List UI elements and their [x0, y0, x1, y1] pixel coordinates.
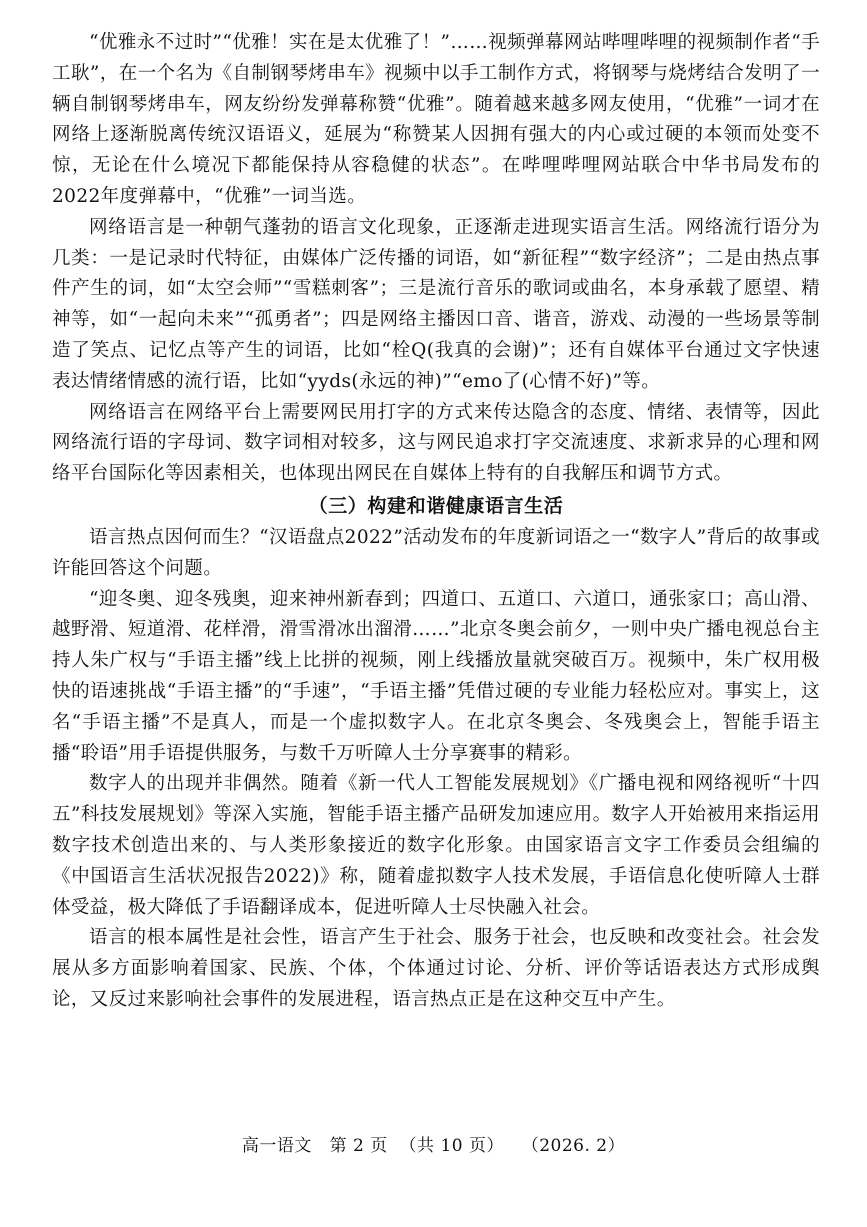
paragraph-digital-human: 数字人的出现并非偶然。随着《新一代人工智能发展规划》《广播电视和网络视听“十四五”科技发展规划》等深入实施，智能手语主播产品研发加速应用。数字人开始被用来指运用数字技术创造出来的、与人类形象接近的数字化形象。由国家语言文字工作委员会组编的《中国语言生活状况报告2022)》称，随着虚拟数字人技术发展，手语信息化使听障人士群体受益，极大降低了手语翻译成本，促进听障人士尽快融入社会。 [52, 773, 820, 918]
paragraph-network-language-features: 网络语言在网络平台上需要网民用打字的方式来传达隐含的态度、情绪、表情等，因此网络流行语的字母词、数字词相对较多，这与网民追求打字交流速度、求新求异的心理和网络平台国际化等因素相关，也体现出网民在自媒体上特有的自我解压和调节方式。 [52, 401, 820, 485]
paragraph-network-language-types: 网络语言是一种朝气蓬勃的语言文化现象，正逐渐走进现实语言生活。网络流行语分为几类：一是记录时代特征，由媒体广泛传播的词语，如“新征程”“数字经济”；二是由热点事件产生的词，如“太空会师”“雪糕刺客”；三是流行音乐的歌词或曲名，本身承载了愿望、精神等，如“一起向未来”“孤勇者”；四是网络主播因口音、谐音，游戏、动漫的一些场景等制造了笑点、记忆点等产生的词语，比如“栓Q(我真的会谢)”；还有自媒体平台通过文字快速表达情绪情感的流行语，比如“yyds(永远的神)”“emo了(心情不好)”等。 [52, 216, 820, 392]
paragraph-youya: “优雅永不过时”“优雅！实在是太优雅了！”……视频弹幕网站哔哩哔哩的视频制作者“手工耿”，在一个名为《自制钢琴烤串车》视频中以手工制作方式，将钢琴与烧烤结合发明了一辆自制钢琴烤串车，网友纷纷发弹幕称赞“优雅”。随着越来越多网友使用，“优雅”一词才在网络上逐渐脱离传统汉语语义，延展为“称赞某人因拥有强大的内心或过硬的本领而处变不惊，无论在什么境况下都能保持从容稳健的状态”。在哔哩哔哩网站联合中华书局发布的2022年度弹幕中，“优雅”一词当选。 [52, 32, 820, 207]
page-footer [0, 1131, 867, 1156]
paragraph-sign-language-anchor: “迎冬奥、迎冬残奥，迎来神州新春到；四道口、五道口、六道口，通张家口；高山滑、越野滑、短道滑、花样滑，滑雪滑冰出溜滑……”北京冬奥会前夕，一则中央广播电视总台主持人朱广权与“手语主播”线上比拼的视频，刚上线播放量就突破百万。视频中，朱广权用极快的语速挑战“手语主播”的“手速”，“手语主播”凭借过硬的专业能力轻松应对。事实上，这名“手语主播”不是真人，而是一个虚拟数字人。在北京冬奥会、冬残奥会上，智能手语主播“聆语”用手语提供服务，与数千万听障人士分享赛事的精彩。 [52, 588, 820, 764]
footer-subject: 高一语文 [241, 1136, 312, 1156]
footer-page-number: 第 2 页 [329, 1136, 388, 1156]
footer-date: （2026. 2） [521, 1136, 626, 1156]
section-heading: （三）构建和谐健康语言生活 [308, 494, 564, 517]
footer-total-pages: （共 10 页） [399, 1136, 504, 1156]
exam-page [52, 28, 820, 1198]
paragraph-hotspot-question: 语言热点因何而生？“汉语盘点2022”活动发布的年度新词语之一“数字人”背后的故事或许能回答这个问题。 [52, 526, 820, 579]
paragraph-language-social-nature: 语言的根本属性是社会性，语言产生于社会、服务于社会，也反映和改变社会。社会发展从多方面影响着国家、民族、个体，个体通过讨论、分析、评价等话语表达方式形成舆论，又反过来影响社会事件的发展进程，语言热点正是在这种交互中产生。 [52, 927, 820, 1010]
